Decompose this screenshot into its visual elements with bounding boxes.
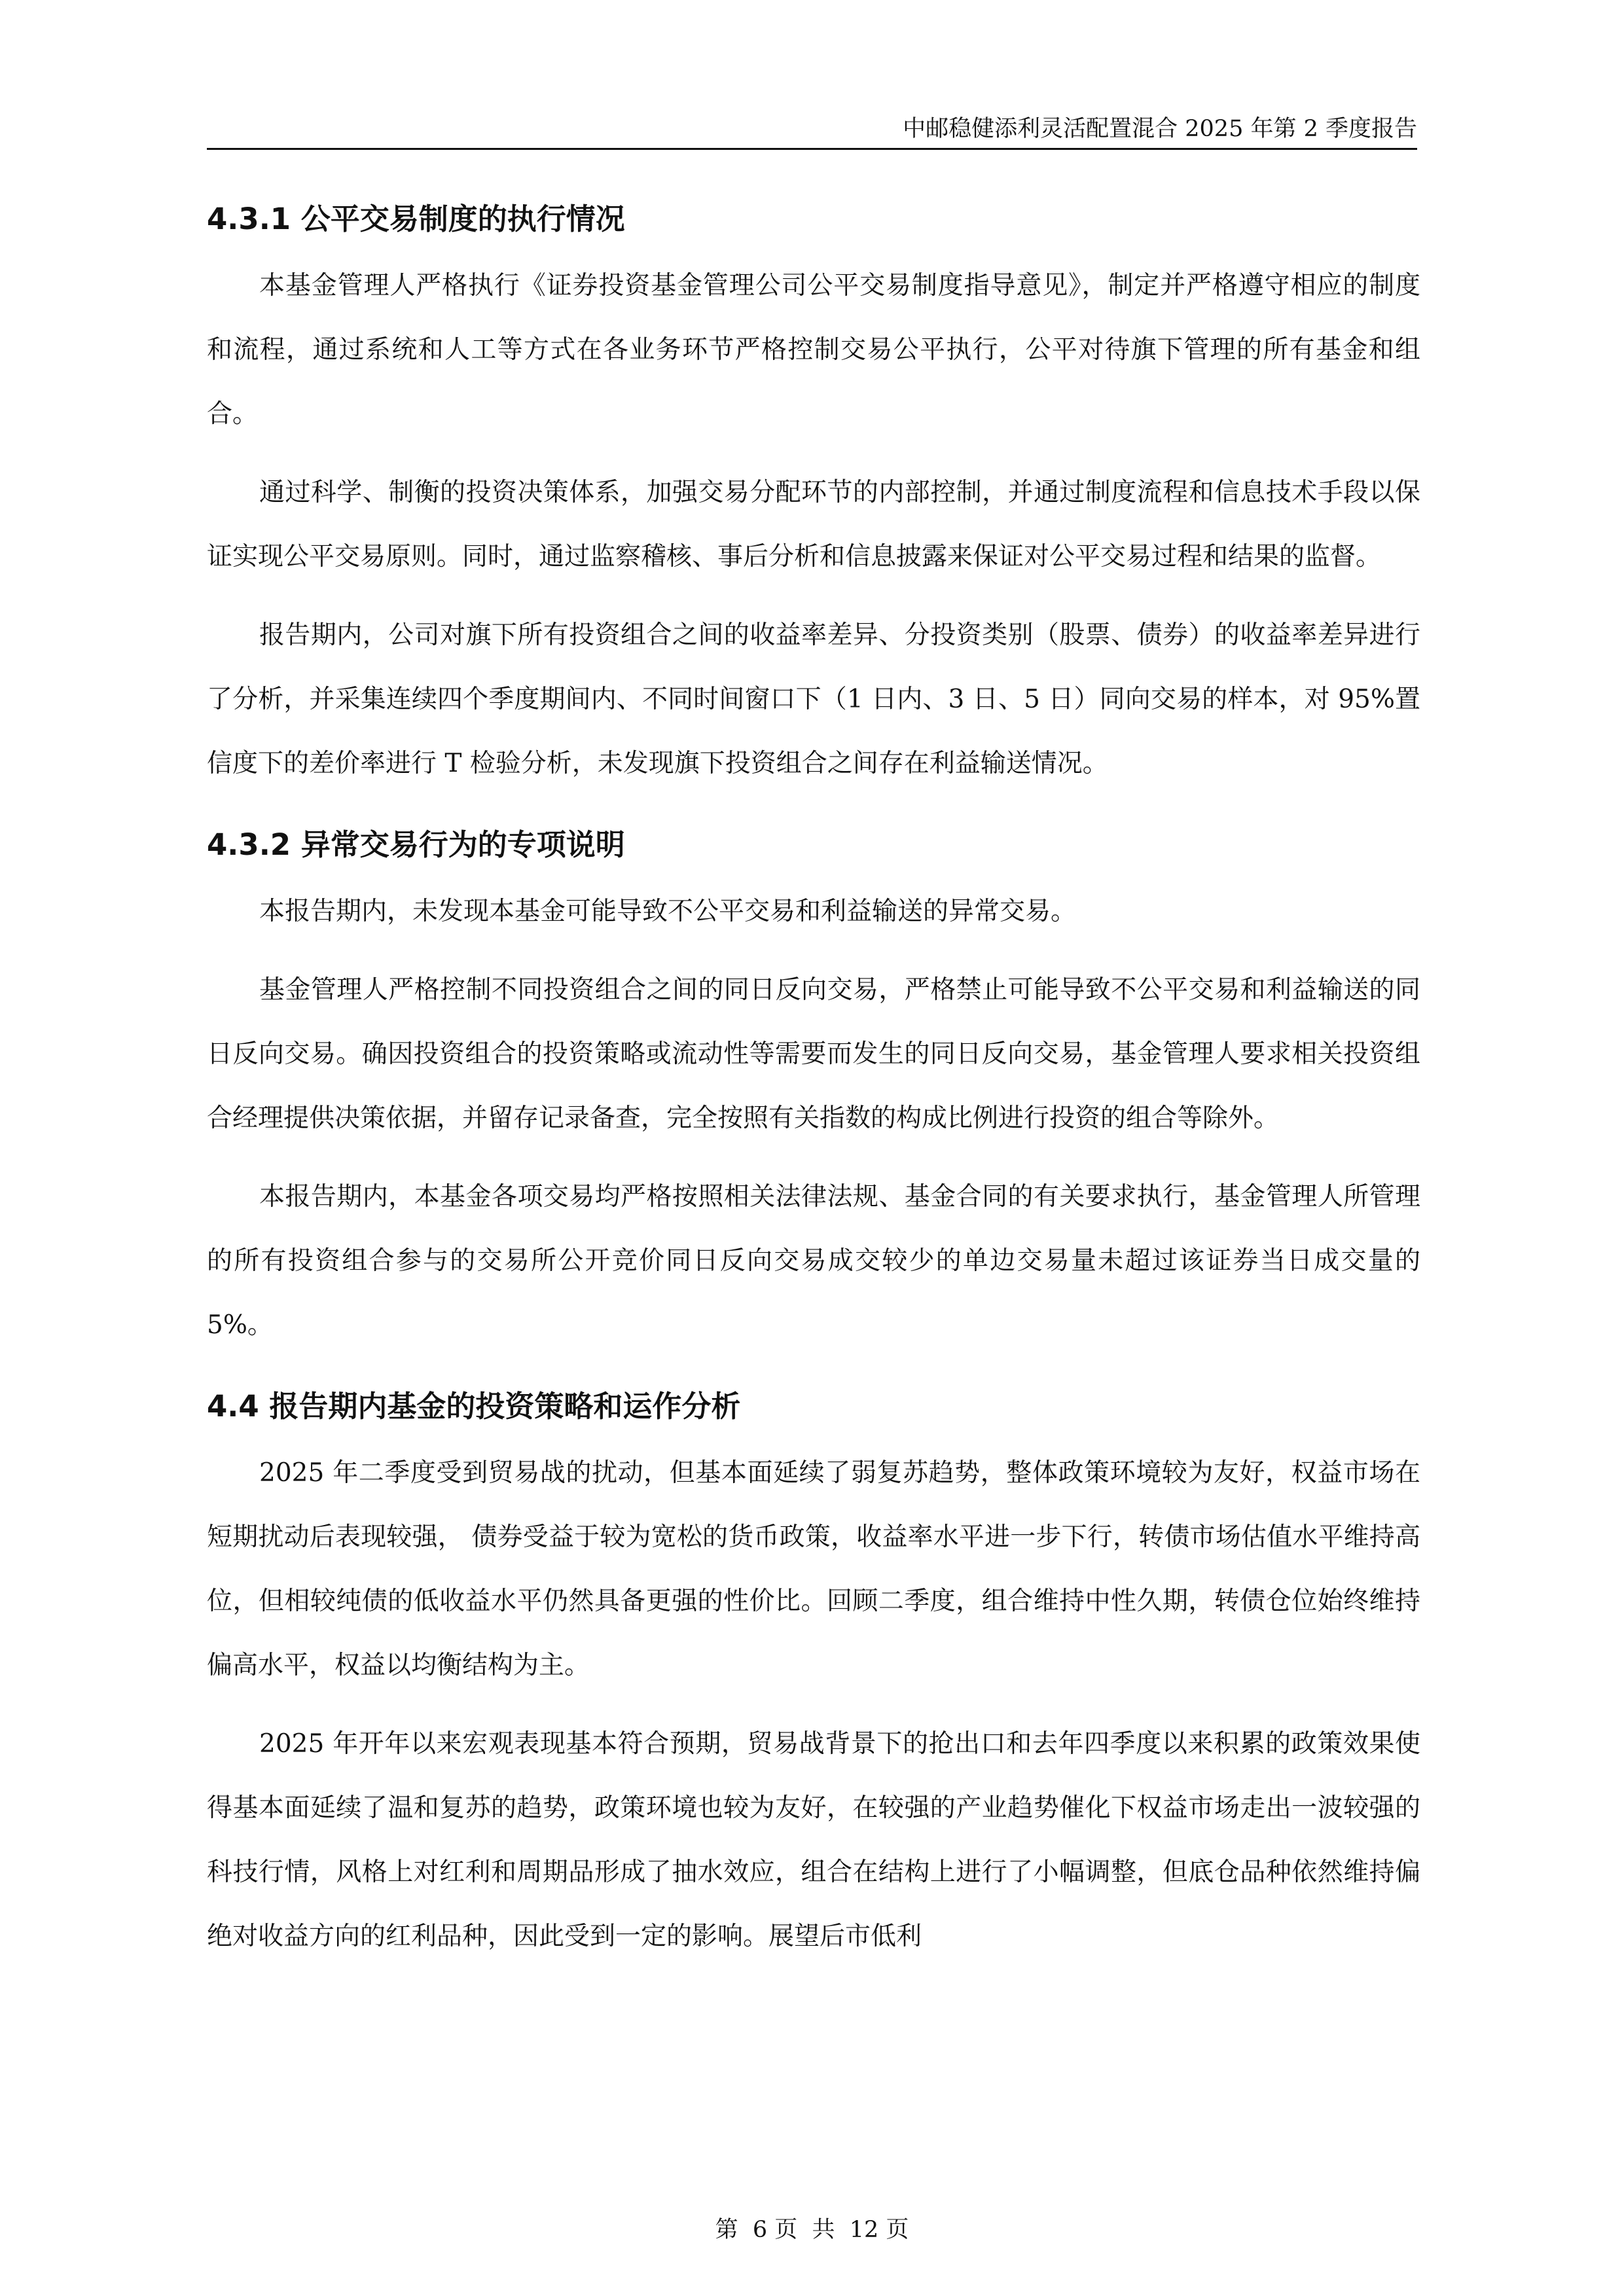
paragraph: 基金管理人严格控制不同投资组合之间的同日反向交易，严格禁止可能导致不公平交易和利益输送的同日反向交易。确因投资组合的投资策略或流动性等需要而发生的同日反向交易，基金管理人要求相关投资组合经理提供决策依据，并留存记录备查，完全按照有关指数的构成比例进行投资的组合等除外。 [207, 975, 1420, 1133]
section-heading-4-4: 4.4 报告期内基金的投资策略和运作分析 [207, 1389, 741, 1424]
page-content [207, 196, 1420, 1983]
header-divider [207, 148, 1417, 150]
paragraph: 本报告期内，本基金各项交易均严格按照相关法律法规、基金合同的有关要求执行，基金管理人所管理的所有投资组合参与的交易所公开竞价同日反向交易成交较少的单边交易量未超过该证券当日成交量的 5%。 [207, 1182, 1420, 1340]
paragraph: 2025 年二季度受到贸易战的扰动，但基本面延续了弱复苏趋势，整体政策环境较为友好，权益市场在短期扰动后表现较强， 债券受益于较为宽松的货币政策，收益率水平进一步下行，转债市场估值水平维持高位，但相较纯债的低收益水平仍然具备更强的性价比。回顾二季度，组合维持中性久期，转债仓位始终维持偏高水平，权益以均衡结构为主。 [207, 1458, 1420, 1680]
paragraph: 通过科学、制衡的投资决策体系，加强交易分配环节的内部控制，并通过制度流程和信息技术手段以保证实现公平交易原则。同时，通过监察稽核、事后分析和信息披露来保证对公平交易过程和结果的监督。 [207, 478, 1420, 571]
page-header-title: 中邮稳健添利灵活配置混合 2025 年第 2 季度报告 [903, 116, 1417, 142]
paragraph: 本报告期内，未发现本基金可能导致不公平交易和利益输送的异常交易。 [259, 897, 1077, 926]
page-number-footer: 第 6 页 共 12 页 [715, 2217, 909, 2243]
section-heading-4-3-2: 4.3.2 异常交易行为的专项说明 [207, 827, 625, 862]
section-heading-4-3-1: 4.3.1 公平交易制度的执行情况 [207, 202, 625, 236]
paragraph: 报告期内，公司对旗下所有投资组合之间的收益率差异、分投资类别（股票、债券）的收益率差异进行了分析，并采集连续四个季度期间内、不同时间窗口下（1 日内、3 日、5 日）同向交易的样本，对 95%置信度下的差价率进行 T 检验分析，未发现旗下投资组合之间存在利益输送情况。 [207, 620, 1420, 778]
paragraph: 2025 年开年以来宏观表现基本符合预期，贸易战背景下的抢出口和去年四季度以来积累的政策效果使得基本面延续了温和复苏的趋势，政策环境也较为友好，在较强的产业趋势催化下权益市场走出一波较强的科技行情，风格上对红利和周期品形成了抽水效应，组合在结构上进行了小幅调整，但底仓品种依然维持偏绝对收益方向的红利品种，因此受到一定的影响。展望后市低利 [207, 1729, 1420, 1951]
paragraph: 本基金管理人严格执行《证券投资基金管理公司公平交易制度指导意见》，制定并严格遵守相应的制度和流程，通过系统和人工等方式在各业务环节严格控制交易公平执行，公平对待旗下管理的所有基金和组合。 [207, 271, 1420, 429]
